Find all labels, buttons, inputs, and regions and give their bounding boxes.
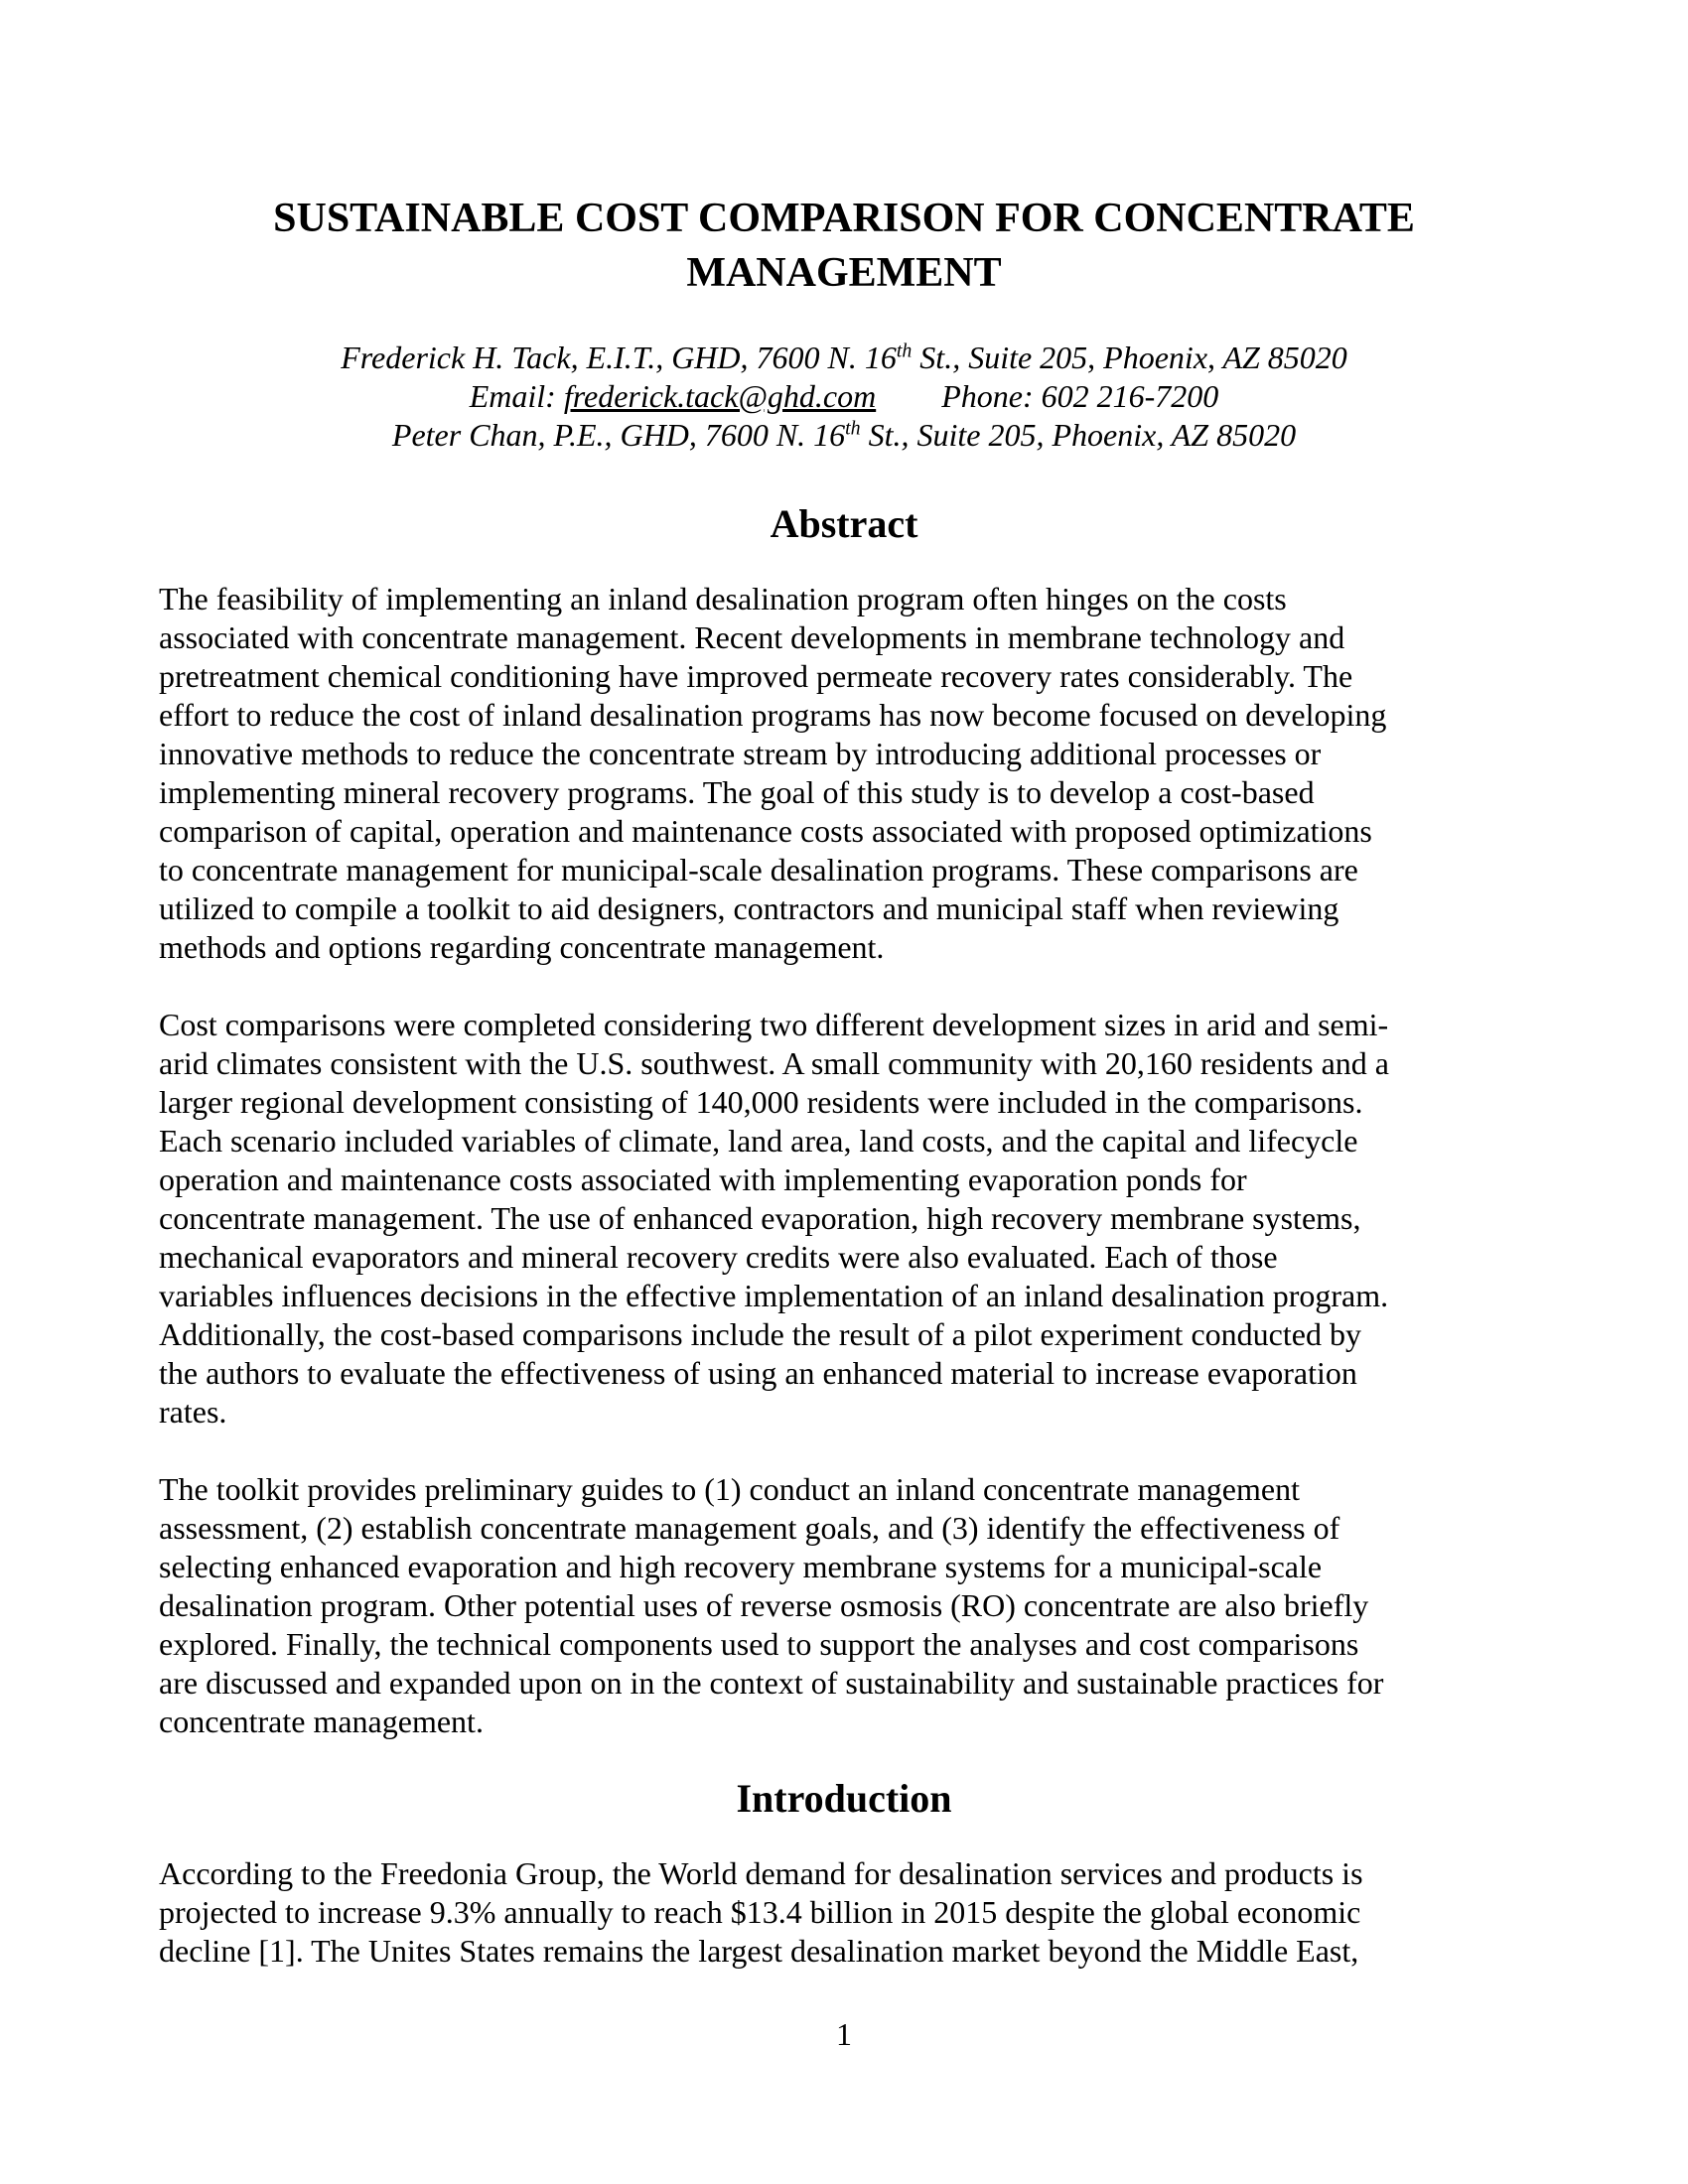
text-line: The toolkit provides preliminary guides to (1) conduct an inland concentrate management xyxy=(159,1471,1300,1507)
text-line: rates. xyxy=(159,1394,227,1430)
text-line: effort to reduce the cost of inland desalination programs has now become focused on developing xyxy=(159,697,1387,733)
text-line: desalination program. Other potential uses of reverse osmosis (RO) concentrate are also briefly xyxy=(159,1587,1369,1623)
text-line: implementing mineral recovery programs. The goal of this study is to develop a cost-based xyxy=(159,774,1315,810)
text-line: According to the Freedonia Group, the World demand for desalination services and products is xyxy=(159,1855,1363,1891)
text-line: concentrate management. The use of enhanced evaporation, high recovery membrane systems, xyxy=(159,1200,1361,1236)
author-2-address: St., Suite 205, Phoenix, AZ 85020 xyxy=(860,417,1297,453)
text-line: utilized to compile a toolkit to aid designers, contractors and municipal staff when reviewing xyxy=(159,890,1339,926)
author-1-address: St., Suite 205, Phoenix, AZ 85020 xyxy=(912,340,1347,375)
text-line: pretreatment chemical conditioning have improved permeate recovery rates considerably. The xyxy=(159,658,1353,694)
email-label: Email: xyxy=(469,378,564,414)
text-line: Additionally, the cost-based comparisons include the result of a pilot experiment conducted by xyxy=(159,1316,1361,1352)
text-line: selecting enhanced evaporation and high recovery membrane systems for a municipal-scale xyxy=(159,1549,1323,1584)
contact-line xyxy=(159,377,1529,416)
author-1-text: Frederick H. Tack, E.I.T., GHD, 7600 N. 16 xyxy=(341,340,897,375)
text-line: methods and options regarding concentrate management. xyxy=(159,929,885,965)
text-line: concentrate management. xyxy=(159,1704,484,1739)
paper-title xyxy=(159,192,1529,301)
text-line: the authors to evaluate the effectiveness of using an enhanced material to increase evaporation xyxy=(159,1355,1357,1391)
section-heading-introduction: Introduction xyxy=(736,1776,952,1821)
abstract-paragraph-3 xyxy=(159,1470,1529,1741)
text-line: are discussed and expanded upon on in the context of sustainability and sustainable practices for xyxy=(159,1665,1384,1701)
text-line: innovative methods to reduce the concentrate stream by introducing additional processes or xyxy=(159,736,1322,771)
text-line: Cost comparisons were completed considering two different development sizes in arid and semi- xyxy=(159,1007,1389,1042)
phone-text: Phone: 602 216-7200 xyxy=(941,378,1219,414)
title-line-1: SUSTAINABLE COST COMPARISON FOR CONCENTRATE xyxy=(273,196,1415,241)
ordinal-superscript: th xyxy=(845,417,861,440)
author-line-1 xyxy=(159,339,1529,377)
page-number: 1 xyxy=(836,2016,852,2052)
text-line: to concentrate management for municipal-scale desalination programs. These comparisons are xyxy=(159,852,1358,887)
text-line: mechanical evaporators and mineral recovery credits were also evaluated. Each of those xyxy=(159,1239,1278,1275)
text-line: The feasibility of implementing an inland desalination program often hinges on the costs xyxy=(159,581,1287,616)
text-line: variables influences decisions in the effective implementation of an inland desalination program. xyxy=(159,1278,1389,1313)
text-line: assessment, (2) establish concentrate management goals, and (3) identify the effectiveness of xyxy=(159,1510,1340,1546)
email-link[interactable]: frederick.tack@ghd.com xyxy=(563,378,877,414)
author-line-2 xyxy=(159,416,1529,455)
introduction-paragraph-1 xyxy=(159,1854,1529,1971)
text-line: Each scenario included variables of climate, land area, land costs, and the capital and lifecycle xyxy=(159,1123,1358,1159)
ordinal-superscript: th xyxy=(896,340,913,362)
author-block xyxy=(159,339,1529,455)
abstract-paragraph-2 xyxy=(159,1006,1529,1432)
title-line-2: MANAGEMENT xyxy=(686,250,1002,296)
text-line: decline [1]. The Unites States remains the largest desalination market beyond the Middle East, xyxy=(159,1933,1359,1969)
text-line: arid climates consistent with the U.S. southwest. A small community with 20,160 residents and a xyxy=(159,1045,1389,1081)
text-line: explored. Finally, the technical components used to support the analyses and cost comparisons xyxy=(159,1626,1359,1662)
text-line: operation and maintenance costs associated with implementing evaporation ponds for xyxy=(159,1161,1247,1197)
author-2-text: Peter Chan, P.E., GHD, 7600 N. 16 xyxy=(391,417,846,453)
section-heading-abstract: Abstract xyxy=(770,501,918,546)
text-line: associated with concentrate management. Recent developments in membrane technology and xyxy=(159,619,1345,655)
text-line: larger regional development consisting of 140,000 residents were included in the comparisons. xyxy=(159,1084,1363,1120)
text-line: comparison of capital, operation and maintenance costs associated with proposed optimizations xyxy=(159,813,1372,849)
text-line: projected to increase 9.3% annually to reach $13.4 billion in 2015 despite the global economic xyxy=(159,1894,1361,1930)
abstract-paragraph-1 xyxy=(159,580,1529,967)
